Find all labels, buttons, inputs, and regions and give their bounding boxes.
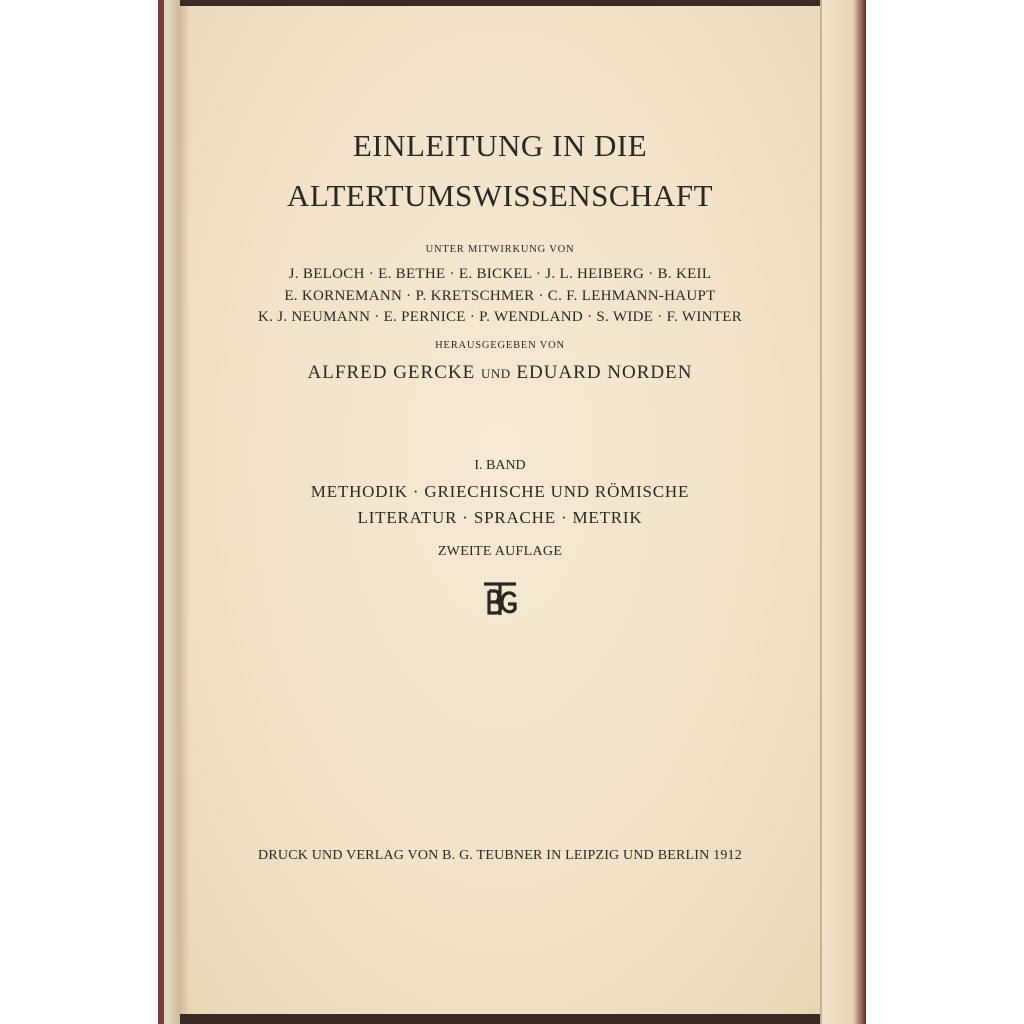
edition: ZWEITE AUFLAGE [437,544,563,559]
editors-names [180,362,820,384]
imprint-line: DRUCK UND VERLAG VON B. G. TEUBNER IN LEIPZIG UND BERLIN 1912 [258,848,742,863]
cover-edge-line [820,0,822,1024]
teubner-monogram-icon [480,579,520,619]
contributors-line-1: J. BELOCH · E. BETHE · E. BICKEL · J. L. HEIBERG · B. KEIL [288,266,712,282]
spine-binding [158,0,164,1024]
editors-intro: HERAUSGEGEBEN VON [435,340,565,351]
editor-name-2: EDUARD NORDEN [516,362,693,383]
volume-subject-line-2: LITERATUR · SPRACHE · METRIK [357,508,643,527]
contributors-intro: UNTER MITWIRKUNG VON [425,244,575,255]
volume-subject-line-1: METHODIK · GRIECHISCHE UND RÖMISCHE [310,482,690,501]
volume-number: I. BAND [474,458,526,473]
title-line-2: ALTERTUMSWISSENSCHAFT [286,178,714,213]
editor-name-1: ALFRED GERCKE [307,362,476,383]
publisher-logo [180,578,820,620]
right-cover-edge [822,0,866,1024]
page-gutter-shadow [180,6,190,1014]
contributors-line-3: K. J. NEUMANN · E. PERNICE · P. WENDLAND · S. WIDE · F. WINTER [257,309,743,325]
scanned-book-photo [158,0,866,1024]
editors-conjunction: UND [480,366,511,381]
title-page [180,6,820,1014]
contributors-line-2: E. KORNEMANN · P. KRETSCHMER · C. F. LEHMANN-HAUPT [284,288,716,304]
title-line-1: EINLEITUNG IN DIE [352,128,648,163]
